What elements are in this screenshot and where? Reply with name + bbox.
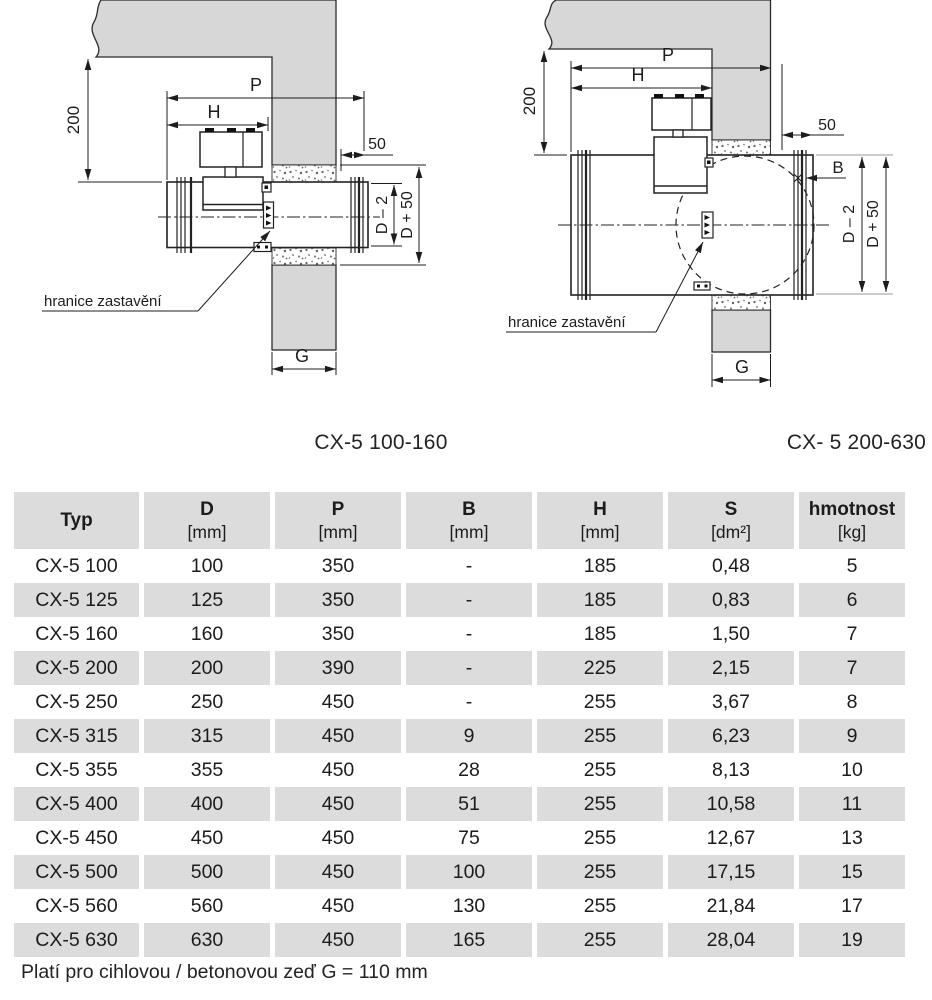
label-d-plus-50: D + 50: [865, 200, 882, 248]
cell-typ: CX-5 315: [14, 719, 139, 753]
cell-value: 100: [144, 549, 270, 583]
cell-value: 250: [144, 685, 270, 719]
cell-typ: CX-5 160: [14, 617, 139, 651]
cell-typ: CX-5 200: [14, 651, 139, 685]
column-header-b: B [mm]: [406, 492, 532, 549]
bracket-mark: [265, 186, 269, 190]
cell-typ: CX-5 250: [14, 685, 139, 719]
diagram-caption-left: CX-5 100-160: [314, 431, 448, 454]
mortar-joint-top: [272, 165, 336, 182]
label-g: G: [294, 346, 310, 366]
cell-value: 450: [275, 719, 401, 753]
cell-value: -: [406, 685, 532, 719]
cell-value: 450: [275, 855, 401, 889]
cell-value: 6,23: [668, 719, 794, 753]
label-50: 50: [368, 136, 386, 153]
actuator-box: [652, 98, 711, 130]
cell-typ: CX-5 100: [14, 549, 139, 583]
cell-value: 130: [406, 889, 532, 923]
stop-bracket-bottom: [694, 282, 710, 290]
cell-value: 7: [799, 651, 905, 685]
cell-value: 450: [275, 787, 401, 821]
cell-value: 255: [537, 787, 663, 821]
label-d-minus-2: D – 2: [841, 204, 858, 244]
cell-value: 185: [537, 583, 663, 617]
table-row: [14, 889, 905, 923]
label-200: 200: [64, 105, 83, 135]
cell-value: 125: [144, 583, 270, 617]
cell-value: 390: [275, 651, 401, 685]
cell-value: 255: [537, 753, 663, 787]
table-header: [14, 492, 905, 549]
cell-value: 5: [799, 549, 905, 583]
cell-value: 450: [275, 923, 401, 957]
table-row: [14, 753, 905, 787]
damper-housing: [654, 137, 707, 193]
column-header-s: S [dm²]: [668, 492, 794, 549]
table-row: [14, 787, 905, 821]
cell-value: 51: [406, 787, 532, 821]
label-b: B: [832, 158, 844, 177]
label-boundary: hranice zastavění: [44, 293, 162, 310]
label-d-minus-2: D – 2: [374, 195, 391, 235]
cell-value: 630: [144, 923, 270, 957]
cell-value: 8,13: [668, 753, 794, 787]
cell-value: 17,15: [668, 855, 794, 889]
table-row: [14, 549, 905, 583]
cell-value: 350: [275, 549, 401, 583]
cell-value: 28,04: [668, 923, 794, 957]
mortar-joint-bottom: [712, 295, 771, 310]
cell-value: 185: [537, 549, 663, 583]
mortar-joint-top: [712, 140, 771, 155]
cell-value: -: [406, 617, 532, 651]
label-g: G: [734, 357, 750, 377]
table-footnote: Platí pro cihlovou / betonovou zeď G = 110 mm: [21, 961, 428, 983]
cell-value: 255: [537, 821, 663, 855]
table-row: [14, 855, 905, 889]
cell-value: 9: [406, 719, 532, 753]
cell-value: 100: [406, 855, 532, 889]
bracket-mark: [707, 161, 711, 165]
table-body: [14, 549, 905, 957]
cell-value: 350: [275, 583, 401, 617]
cell-value: 255: [537, 719, 663, 753]
cell-value: 17: [799, 889, 905, 923]
cell-typ: CX-5 450: [14, 821, 139, 855]
cell-value: 0,48: [668, 549, 794, 583]
cell-value: 450: [275, 753, 401, 787]
cell-value: 1,50: [668, 617, 794, 651]
actuator-stem: [673, 130, 683, 137]
cell-value: 2,15: [668, 651, 794, 685]
cell-value: 500: [144, 855, 270, 889]
cell-value: 21,84: [668, 889, 794, 923]
table-row: [14, 923, 905, 957]
table-row: [14, 583, 905, 617]
wall-lower: [712, 310, 771, 352]
label-50: 50: [818, 117, 836, 134]
wall-lower: [272, 265, 336, 350]
actuator-stem: [225, 167, 236, 177]
cell-value: 450: [275, 889, 401, 923]
cell-value: 315: [144, 719, 270, 753]
cell-value: 10: [799, 753, 905, 787]
cell-value: 225: [537, 651, 663, 685]
cell-value: 75: [406, 821, 532, 855]
cell-value: 255: [537, 685, 663, 719]
cell-value: 400: [144, 787, 270, 821]
cell-value: 11: [799, 787, 905, 821]
table-row: [14, 719, 905, 753]
column-header-d: D [mm]: [144, 492, 270, 549]
column-header-h: H [mm]: [537, 492, 663, 549]
cell-typ: CX-5 500: [14, 855, 139, 889]
column-header-typ: Typ: [14, 492, 139, 549]
actuator-knobs: [654, 94, 704, 98]
stop-bracket-bottom: [254, 243, 271, 252]
label-h: H: [631, 65, 645, 85]
cell-value: 255: [537, 855, 663, 889]
dimensions-table: [9, 492, 910, 957]
label-boundary: hranice zastavění: [508, 314, 626, 331]
installation-diagram-cx5-200-630: [466, 0, 932, 410]
table-row: [14, 685, 905, 719]
label-d-plus-50: D + 50: [399, 191, 416, 239]
cell-value: 160: [144, 617, 270, 651]
damper-unit: [558, 94, 830, 300]
header-row: [14, 492, 905, 549]
damper-unit: [158, 128, 380, 253]
cell-value: 450: [144, 821, 270, 855]
cell-value: 450: [275, 821, 401, 855]
cell-value: 12,67: [668, 821, 794, 855]
diagram-caption-right: CX- 5 200-630: [786, 431, 926, 454]
table-row: [14, 821, 905, 855]
cell-value: 28: [406, 753, 532, 787]
cell-value: 355: [144, 753, 270, 787]
cell-value: 15: [799, 855, 905, 889]
label-200: 200: [520, 86, 539, 116]
cell-typ: CX-5 355: [14, 753, 139, 787]
cell-value: -: [406, 549, 532, 583]
cell-value: 10,58: [668, 787, 794, 821]
cell-value: 185: [537, 617, 663, 651]
cell-typ: CX-5 630: [14, 923, 139, 957]
cell-value: 450: [275, 685, 401, 719]
mortar-joint-bottom: [272, 248, 336, 265]
label-h: H: [207, 102, 221, 122]
cell-value: 6: [799, 583, 905, 617]
cell-value: 560: [144, 889, 270, 923]
column-header-p: P [mm]: [275, 492, 401, 549]
cell-value: 13: [799, 821, 905, 855]
cell-value: 350: [275, 617, 401, 651]
cell-value: 0,83: [668, 583, 794, 617]
cell-value: 255: [537, 923, 663, 957]
cell-value: 3,67: [668, 685, 794, 719]
cell-typ: CX-5 560: [14, 889, 139, 923]
cell-value: 165: [406, 923, 532, 957]
table-row: [14, 651, 905, 685]
label-p: P: [661, 45, 675, 65]
cell-value: 200: [144, 651, 270, 685]
actuator-knobs: [205, 128, 255, 132]
cell-typ: CX-5 400: [14, 787, 139, 821]
cell-value: 9: [799, 719, 905, 753]
column-header-hmotnost: hmotnost [kg]: [799, 492, 905, 549]
cell-value: -: [406, 651, 532, 685]
installation-diagram-cx5-100-160: [0, 0, 466, 410]
actuator-box: [200, 132, 262, 167]
label-p: P: [249, 75, 263, 95]
cell-typ: CX-5 125: [14, 583, 139, 617]
cell-value: 19: [799, 923, 905, 957]
cell-value: 7: [799, 617, 905, 651]
cell-value: 255: [537, 889, 663, 923]
table-row: [14, 617, 905, 651]
cell-value: 8: [799, 685, 905, 719]
cell-value: -: [406, 583, 532, 617]
